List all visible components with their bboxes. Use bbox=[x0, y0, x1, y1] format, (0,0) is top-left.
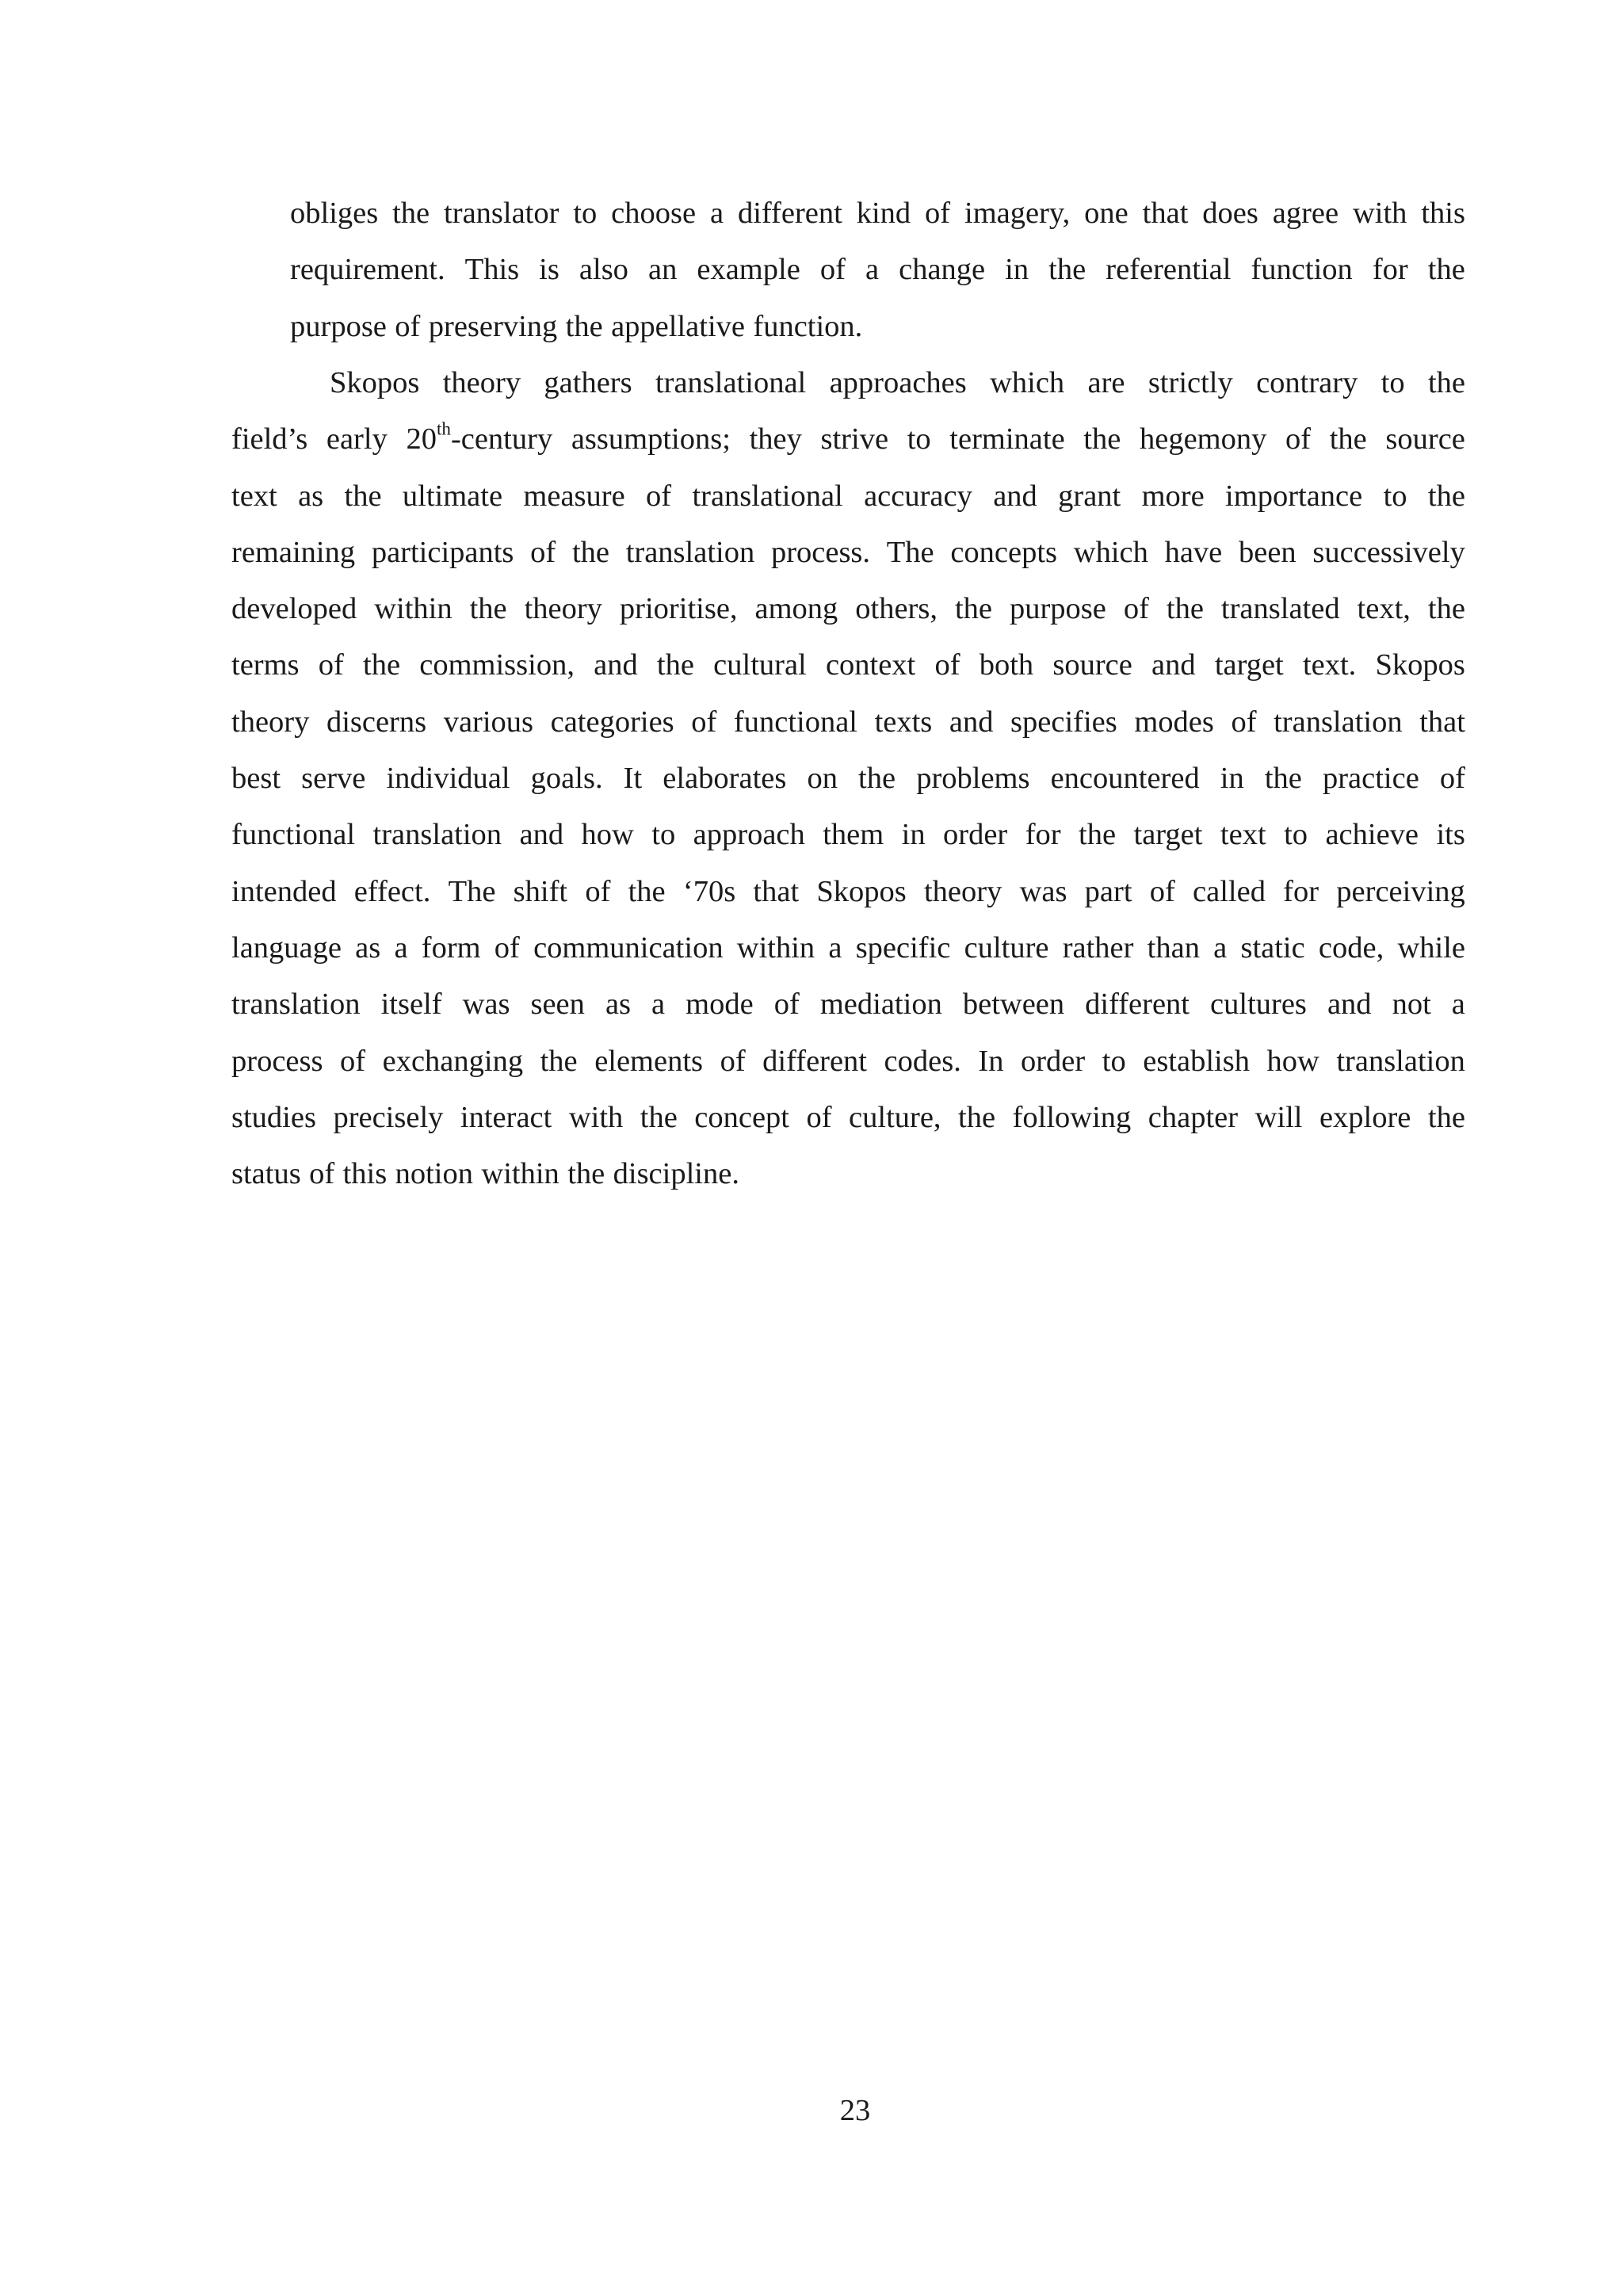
word: of bbox=[1285, 422, 1312, 457]
word: commission, bbox=[419, 648, 575, 682]
word: elements bbox=[594, 1044, 704, 1078]
word: chapter bbox=[1148, 1100, 1239, 1134]
word: of bbox=[806, 1100, 832, 1134]
word: achieve bbox=[1325, 818, 1419, 852]
word: measure bbox=[523, 479, 625, 513]
word: of bbox=[925, 197, 951, 230]
text-line bbox=[290, 299, 1465, 355]
word: and bbox=[993, 479, 1037, 513]
word: others, bbox=[855, 592, 938, 626]
word: the bbox=[344, 479, 382, 513]
word: of bbox=[395, 309, 421, 343]
word: its bbox=[1436, 818, 1465, 852]
word: the bbox=[958, 1100, 996, 1134]
word: mediation bbox=[819, 988, 942, 1022]
line-text bbox=[290, 242, 1465, 298]
word: more bbox=[1141, 479, 1205, 513]
word: preserving bbox=[428, 309, 558, 343]
word: translated bbox=[1220, 592, 1340, 626]
word: cultural bbox=[713, 648, 807, 682]
word: text, bbox=[1357, 592, 1411, 626]
word: purpose bbox=[290, 309, 387, 343]
word: language bbox=[231, 930, 342, 965]
word: prioritise, bbox=[619, 592, 738, 626]
word: an bbox=[647, 253, 678, 287]
text-line bbox=[231, 1033, 1465, 1090]
word: context bbox=[825, 648, 916, 682]
text-line bbox=[231, 581, 1465, 637]
word: a bbox=[709, 197, 724, 230]
word: the bbox=[656, 648, 694, 682]
word: interact bbox=[460, 1100, 552, 1134]
word: to bbox=[1381, 366, 1405, 399]
word: and bbox=[1151, 648, 1196, 682]
word: and bbox=[949, 705, 994, 739]
word: gathers bbox=[544, 366, 632, 399]
word: was bbox=[462, 988, 510, 1022]
word: It bbox=[623, 762, 643, 796]
word: different bbox=[1085, 988, 1190, 1022]
word: status bbox=[231, 1157, 301, 1191]
word: both bbox=[979, 648, 1034, 682]
word: specific bbox=[855, 930, 951, 965]
word: translation bbox=[1336, 1044, 1465, 1078]
line-text bbox=[290, 185, 1465, 242]
word: for bbox=[1025, 818, 1061, 852]
word: of bbox=[691, 705, 717, 739]
word: terms bbox=[231, 648, 300, 682]
word: translation bbox=[372, 818, 502, 852]
word: exchanging bbox=[382, 1044, 524, 1078]
word: explore bbox=[1319, 1100, 1411, 1134]
word: a bbox=[1213, 930, 1228, 965]
word: of bbox=[1439, 762, 1465, 796]
word: requirement. bbox=[290, 253, 445, 287]
word: code, bbox=[1318, 930, 1384, 965]
word: how bbox=[581, 818, 634, 852]
word: than bbox=[1147, 930, 1200, 965]
word: order bbox=[943, 818, 1008, 852]
word: importance bbox=[1225, 479, 1363, 513]
word: and bbox=[519, 818, 564, 852]
word: with bbox=[1352, 197, 1407, 230]
word: the bbox=[1427, 479, 1465, 513]
word: translational bbox=[655, 366, 807, 399]
word: terminate bbox=[949, 422, 1065, 457]
word: of bbox=[318, 648, 344, 682]
word: been bbox=[1238, 535, 1296, 569]
text-line bbox=[290, 242, 1465, 298]
word: within bbox=[481, 1157, 559, 1191]
word: culture, bbox=[849, 1100, 941, 1134]
word: studies bbox=[231, 1100, 316, 1134]
word: a bbox=[394, 930, 408, 965]
word: elaborates bbox=[663, 762, 787, 796]
word: translator bbox=[444, 197, 559, 230]
word: The bbox=[448, 874, 496, 908]
word: to bbox=[651, 818, 676, 852]
word: the bbox=[1427, 1100, 1465, 1134]
text-line bbox=[231, 1146, 1465, 1202]
word: in bbox=[901, 818, 926, 852]
word: field’s bbox=[231, 422, 308, 457]
word: the bbox=[954, 592, 992, 626]
word: successively bbox=[1312, 535, 1465, 569]
word: imagery, bbox=[964, 197, 1071, 230]
word: the bbox=[1329, 422, 1367, 457]
line-text bbox=[231, 468, 1465, 525]
word: codes. bbox=[884, 1044, 961, 1078]
word: process. bbox=[770, 535, 871, 569]
word: the bbox=[565, 309, 603, 343]
word: are bbox=[1087, 366, 1125, 399]
word: between bbox=[962, 988, 1065, 1022]
word: which bbox=[1073, 535, 1148, 569]
continued-paragraph bbox=[290, 185, 1465, 355]
line-text bbox=[231, 411, 1465, 468]
word: the bbox=[640, 1100, 678, 1134]
word: shift bbox=[513, 874, 568, 908]
word: following bbox=[1012, 1100, 1132, 1134]
line-text bbox=[231, 1090, 1465, 1146]
word: static bbox=[1240, 930, 1305, 965]
word: a bbox=[1451, 988, 1465, 1022]
word: target bbox=[1133, 818, 1203, 852]
word: translation bbox=[231, 988, 361, 1022]
word: part bbox=[1084, 874, 1132, 908]
line-text bbox=[231, 1033, 1465, 1090]
word: individual bbox=[386, 762, 510, 796]
word: the bbox=[1083, 422, 1121, 457]
word: to bbox=[573, 197, 598, 230]
word: participants bbox=[371, 535, 514, 569]
word: of bbox=[1149, 874, 1175, 908]
word: purpose bbox=[1009, 592, 1106, 626]
word: assumptions; bbox=[571, 422, 731, 457]
word: that bbox=[1419, 705, 1465, 739]
word: function. bbox=[753, 309, 863, 343]
text-line bbox=[231, 355, 1465, 411]
word: contrary bbox=[1256, 366, 1358, 399]
word: process bbox=[231, 1044, 323, 1078]
word: Skopos bbox=[1375, 648, 1465, 682]
word: referential bbox=[1106, 253, 1232, 287]
word: accuracy bbox=[864, 479, 972, 513]
word: of bbox=[646, 479, 672, 513]
word: the bbox=[858, 762, 896, 796]
word: of bbox=[1231, 705, 1257, 739]
line-text bbox=[231, 751, 1465, 807]
word: translation bbox=[1274, 705, 1403, 739]
word: with bbox=[568, 1100, 624, 1134]
word: them bbox=[823, 818, 884, 852]
word: while bbox=[1397, 930, 1465, 965]
word: the bbox=[567, 1157, 605, 1191]
word: will bbox=[1254, 1100, 1303, 1134]
word: hegemony bbox=[1139, 422, 1267, 457]
word: serve bbox=[301, 762, 366, 796]
word: source bbox=[1052, 648, 1132, 682]
word: of bbox=[934, 648, 960, 682]
word: precisely bbox=[333, 1100, 444, 1134]
word: the bbox=[469, 592, 507, 626]
word: was bbox=[1019, 874, 1067, 908]
word: the bbox=[1048, 253, 1086, 287]
word: modes bbox=[1134, 705, 1214, 739]
word: in bbox=[1005, 253, 1029, 287]
word: In bbox=[978, 1044, 1004, 1078]
word: translational bbox=[692, 479, 843, 513]
word: of bbox=[309, 1157, 335, 1191]
word: translation bbox=[625, 535, 755, 569]
word: the bbox=[392, 197, 430, 230]
word: in bbox=[1220, 762, 1244, 796]
word: the bbox=[1079, 818, 1117, 852]
word: within bbox=[374, 592, 453, 626]
word: goals. bbox=[530, 762, 603, 796]
word: of bbox=[720, 1044, 746, 1078]
word: text bbox=[1220, 818, 1266, 852]
word: approach bbox=[693, 818, 805, 852]
word: the bbox=[1166, 592, 1204, 626]
word: to bbox=[907, 422, 931, 457]
word: various bbox=[443, 705, 534, 739]
word: theory bbox=[442, 366, 521, 399]
word: among bbox=[754, 592, 838, 626]
word: theory bbox=[923, 874, 1002, 908]
word: of bbox=[340, 1044, 366, 1078]
word: have bbox=[1164, 535, 1223, 569]
word: one bbox=[1084, 197, 1128, 230]
word: of bbox=[773, 988, 800, 1022]
word: functional bbox=[231, 818, 356, 852]
word: function bbox=[1251, 253, 1353, 287]
word: Skopos bbox=[816, 874, 907, 908]
line-text bbox=[231, 637, 1465, 693]
word: is bbox=[539, 253, 559, 287]
word: text. bbox=[1302, 648, 1357, 682]
word: not bbox=[1392, 988, 1431, 1022]
word: effect. bbox=[353, 874, 431, 908]
text-line bbox=[231, 976, 1465, 1033]
text-line bbox=[231, 807, 1465, 863]
text-line bbox=[290, 185, 1465, 242]
word: theory bbox=[524, 592, 602, 626]
word: theory bbox=[231, 705, 310, 739]
word: practice bbox=[1322, 762, 1419, 796]
word: to bbox=[1284, 818, 1308, 852]
word: encountered bbox=[1050, 762, 1200, 796]
word: a bbox=[651, 988, 666, 1022]
word: which bbox=[990, 366, 1065, 399]
word: also bbox=[579, 253, 628, 287]
word: itself bbox=[380, 988, 442, 1022]
word: target bbox=[1214, 648, 1284, 682]
word: of bbox=[530, 535, 556, 569]
word: functional bbox=[733, 705, 857, 739]
word: establish bbox=[1143, 1044, 1250, 1078]
text-line bbox=[231, 694, 1465, 751]
line-text bbox=[231, 581, 1465, 637]
word: texts bbox=[874, 705, 933, 739]
line-text bbox=[231, 807, 1465, 863]
word: seen bbox=[530, 988, 585, 1022]
word: within bbox=[736, 930, 815, 965]
text-line bbox=[231, 920, 1465, 976]
word: as bbox=[605, 988, 632, 1022]
word: This bbox=[464, 253, 520, 287]
word: of bbox=[494, 930, 520, 965]
text-line bbox=[231, 411, 1465, 468]
word: developed bbox=[231, 592, 357, 626]
word: the bbox=[571, 535, 609, 569]
word: that bbox=[753, 874, 800, 908]
word-with-superscript: 20th-century bbox=[406, 418, 553, 457]
line-text bbox=[231, 864, 1465, 920]
word: on bbox=[807, 762, 838, 796]
word: the bbox=[1427, 592, 1465, 626]
word: problems bbox=[916, 762, 1030, 796]
word: how bbox=[1266, 1044, 1319, 1078]
word: obliges bbox=[290, 197, 379, 230]
word: intended bbox=[231, 874, 337, 908]
skopos-paragraph bbox=[231, 355, 1465, 1202]
word: rather bbox=[1062, 930, 1134, 965]
word: culture bbox=[964, 930, 1049, 965]
line-text bbox=[231, 920, 1465, 976]
word: example bbox=[697, 253, 800, 287]
word: the bbox=[628, 874, 666, 908]
superscript: th bbox=[436, 418, 451, 439]
word: categories bbox=[550, 705, 674, 739]
word: discipline. bbox=[613, 1157, 739, 1191]
text-line bbox=[231, 864, 1465, 920]
word: choose bbox=[611, 197, 697, 230]
word: the bbox=[363, 648, 401, 682]
word: The bbox=[886, 535, 934, 569]
word: Skopos bbox=[330, 366, 420, 399]
word: of bbox=[1123, 592, 1149, 626]
text-line bbox=[231, 468, 1465, 525]
word: best bbox=[231, 762, 281, 796]
line-text bbox=[231, 525, 1465, 581]
word: agree bbox=[1272, 197, 1339, 230]
text-line bbox=[231, 1090, 1465, 1146]
word: form bbox=[421, 930, 481, 965]
word: and bbox=[1327, 988, 1372, 1022]
word: to bbox=[1383, 479, 1407, 513]
word: and bbox=[594, 648, 638, 682]
word: of bbox=[585, 874, 611, 908]
word: mode bbox=[685, 988, 754, 1022]
word: the bbox=[1427, 253, 1465, 287]
word: the bbox=[540, 1044, 578, 1078]
word: perceiving bbox=[1336, 874, 1465, 908]
line-text bbox=[231, 694, 1465, 751]
word: text bbox=[231, 479, 277, 513]
word: different bbox=[762, 1044, 868, 1078]
word: for bbox=[1283, 874, 1319, 908]
line-text bbox=[290, 299, 1465, 355]
word: the bbox=[1427, 366, 1465, 399]
word: communication bbox=[533, 930, 724, 965]
word: kind bbox=[856, 197, 911, 230]
word: ultimate bbox=[402, 479, 503, 513]
word: approaches bbox=[829, 366, 967, 399]
line-text bbox=[231, 976, 1465, 1033]
line-text bbox=[231, 355, 1465, 411]
word: a bbox=[865, 253, 880, 287]
word: this bbox=[1421, 197, 1465, 230]
word: order bbox=[1020, 1044, 1086, 1078]
word: for bbox=[1372, 253, 1408, 287]
word: does bbox=[1202, 197, 1258, 230]
word: ‘70s bbox=[682, 874, 736, 908]
word: source bbox=[1385, 422, 1465, 457]
word: cultures bbox=[1210, 988, 1307, 1022]
word: grant bbox=[1058, 479, 1121, 513]
text-line bbox=[231, 751, 1465, 807]
word: concept bbox=[694, 1100, 789, 1134]
word: change bbox=[899, 253, 986, 287]
word: they bbox=[749, 422, 802, 457]
line-text bbox=[231, 1146, 1465, 1202]
word: of bbox=[819, 253, 846, 287]
word: notion bbox=[395, 1157, 473, 1191]
word: as bbox=[355, 930, 381, 965]
word: concepts bbox=[950, 535, 1058, 569]
word: early bbox=[326, 422, 388, 457]
word: remaining bbox=[231, 535, 356, 569]
word: strictly bbox=[1148, 366, 1233, 399]
page-number: 23 bbox=[839, 2094, 871, 2127]
text-line bbox=[231, 637, 1465, 693]
word: appellative bbox=[611, 309, 745, 343]
word: as bbox=[298, 479, 324, 513]
word: to bbox=[1102, 1044, 1126, 1078]
word: the bbox=[1264, 762, 1302, 796]
text-line bbox=[231, 525, 1465, 581]
word: this bbox=[342, 1157, 388, 1191]
word: that bbox=[1142, 197, 1189, 230]
word: different bbox=[737, 197, 842, 230]
word: strive bbox=[820, 422, 889, 457]
word: discerns bbox=[326, 705, 427, 739]
word: a bbox=[828, 930, 842, 965]
word: called bbox=[1193, 874, 1266, 908]
word: specifies bbox=[1010, 705, 1117, 739]
